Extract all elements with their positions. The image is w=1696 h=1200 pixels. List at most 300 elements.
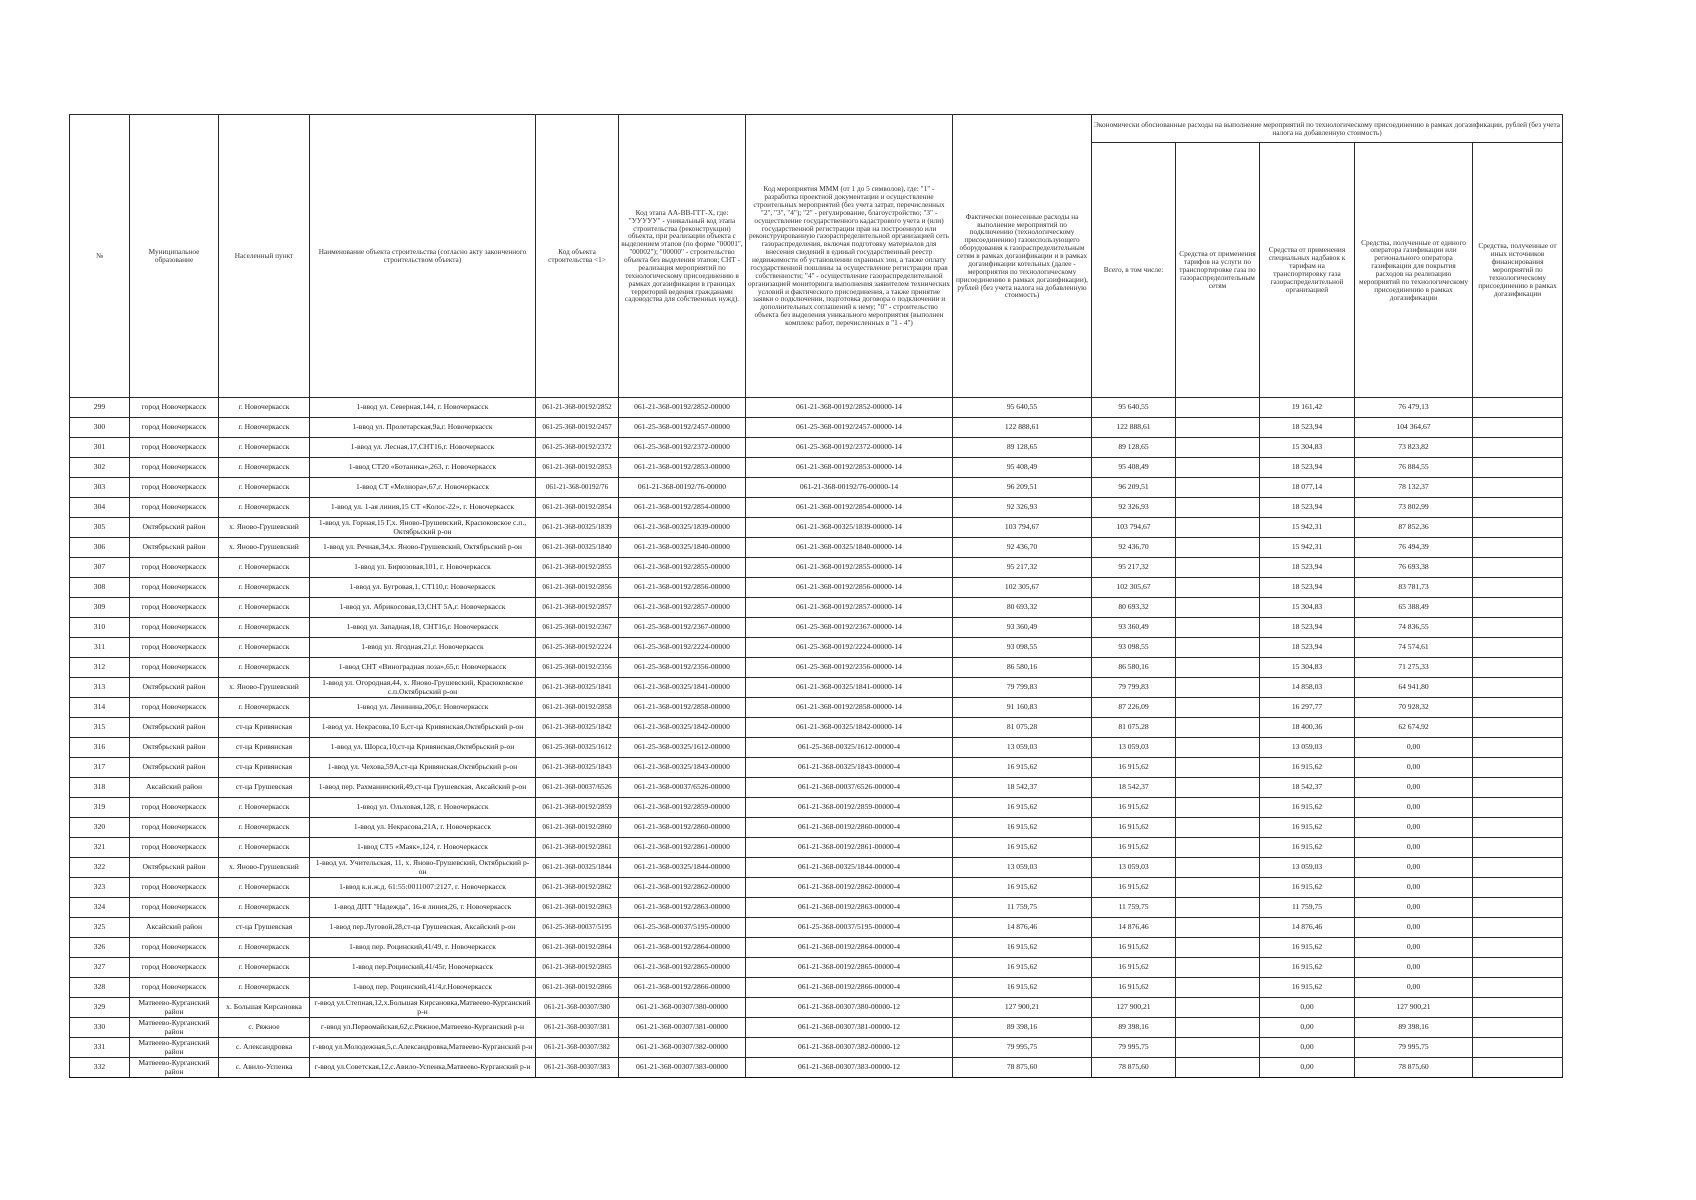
cell-other-sources (1473, 458, 1563, 478)
cell-event-code: 061-21-368-00192/2864-00000-4 (746, 938, 953, 958)
cell-stage-code: 061-25-368-00192/2457-00000 (619, 418, 746, 438)
table-row (70, 438, 1563, 458)
cell-actual-expenses: 95 217,32 (953, 558, 1092, 578)
cell-special-surcharge: 16 915,62 (1260, 938, 1355, 958)
cell-actual-expenses: 16 915,62 (953, 818, 1092, 838)
cell-actual-expenses: 96 209,51 (953, 478, 1092, 498)
cell-municipality: город Новочеркасск (130, 698, 219, 718)
cell-object-code: 061-21-368-00307/380 (536, 998, 619, 1018)
cell-other-sources (1473, 538, 1563, 558)
cell-operator-funds: 0,00 (1355, 798, 1473, 818)
cell-stage-code: 061-21-368-00325/1841-00000 (619, 678, 746, 698)
cell-stage-code: 061-21-368-00307/383-00000 (619, 1058, 746, 1078)
cell-actual-expenses: 18 542,37 (953, 778, 1092, 798)
cell-tariff-transport (1176, 598, 1260, 618)
cell-object-code: 061-21-368-00325/1839 (536, 518, 619, 538)
table-row (70, 878, 1563, 898)
cell-stage-code: 061-25-368-00325/1612-00000 (619, 738, 746, 758)
cell-object-name: 1-ввод ул. Речная,34,х. Яново-Грушевский, Октябрьский р-он (310, 538, 536, 558)
cell-stage-code: 061-21-368-00192/2860-00000 (619, 818, 746, 838)
cell-row-number: 313 (70, 678, 130, 698)
cell-object-name: 1-ввод ул. Бирюзовая,101, г. Новочеркасск (310, 558, 536, 578)
cell-special-surcharge: 18 077,14 (1260, 478, 1355, 498)
cell-operator-funds: 71 275,33 (1355, 658, 1473, 678)
cell-municipality: Октябрьский район (130, 538, 219, 558)
cell-settlement: с. Ряжное (219, 1018, 310, 1038)
cell-special-surcharge: 18 523,94 (1260, 458, 1355, 478)
cell-event-code: 061-25-368-00037/5195-00000-4 (746, 918, 953, 938)
cell-tariff-transport (1176, 678, 1260, 698)
cell-operator-funds: 73 823,82 (1355, 438, 1473, 458)
cell-other-sources (1473, 818, 1563, 838)
cell-settlement: г. Новочеркасск (219, 598, 310, 618)
cell-object-name: 1-ввод пер.Луговой,28,ст-ца Грушевская, Аксайский р-он (310, 918, 536, 938)
cell-settlement: г. Новочеркасск (219, 478, 310, 498)
cell-event-code: 061-25-368-00192/2457-00000-14 (746, 418, 953, 438)
cell-municipality: город Новочеркасск (130, 618, 219, 638)
cell-stage-code: 061-21-368-00192/2859-00000 (619, 798, 746, 818)
cell-row-number: 331 (70, 1038, 130, 1058)
col-header-special-surcharge: Средства от применения специальных надбавок к тарифам на транспортировку газа газораспределительной организацией (1260, 143, 1355, 398)
cell-operator-funds: 78 132,37 (1355, 478, 1473, 498)
table-row (70, 1038, 1563, 1058)
cell-other-sources (1473, 618, 1563, 638)
table-row (70, 718, 1563, 738)
cell-event-code: 061-21-368-00192/2866-00000-4 (746, 978, 953, 998)
cell-special-surcharge: 18 542,37 (1260, 778, 1355, 798)
cell-operator-funds: 0,00 (1355, 838, 1473, 858)
table-row (70, 678, 1563, 698)
cell-event-code: 061-21-368-00325/1843-00000-4 (746, 758, 953, 778)
table-row (70, 658, 1563, 678)
col-header-stage-code: Код этапа АА-ВВ-ГГГ-Х, где: "УУУУУ" - уникальный код этапа строительства (реконструкции) объекта, при реализации объекта с выделением этапов (по форме "00001", "00002"); "00000" - строительство объекта без выделения этапов; СНТ - реализация мероприятий по технологическому присоединению в рамках догазификации в границах территорий ведения гражданами садоводства для собственных нужд). (619, 115, 746, 398)
cell-special-surcharge: 11 759,75 (1260, 898, 1355, 918)
cell-total: 16 915,62 (1092, 818, 1176, 838)
cell-other-sources (1473, 998, 1563, 1018)
cell-event-code: 061-21-368-00325/1840-00000-14 (746, 538, 953, 558)
cell-settlement: с. Александровка (219, 1038, 310, 1058)
cell-municipality: город Новочеркасск (130, 878, 219, 898)
cell-event-code: 061-21-368-00192/76-00000-14 (746, 478, 953, 498)
cell-tariff-transport (1176, 618, 1260, 638)
cell-row-number: 330 (70, 1018, 130, 1038)
cell-municipality: город Новочеркасск (130, 638, 219, 658)
cell-object-name: 1-ввод ул. Лесная,17,СНТ16,г. Новочеркасск (310, 438, 536, 458)
table-row (70, 938, 1563, 958)
cell-row-number: 318 (70, 778, 130, 798)
table-row (70, 918, 1563, 938)
cell-event-code: 061-21-368-00192/2860-00000-4 (746, 818, 953, 838)
cell-operator-funds: 0,00 (1355, 758, 1473, 778)
cell-actual-expenses: 11 759,75 (953, 898, 1092, 918)
cell-row-number: 311 (70, 638, 130, 658)
col-header-no: № (70, 115, 130, 398)
cell-other-sources (1473, 438, 1563, 458)
cell-actual-expenses: 13 059,03 (953, 858, 1092, 878)
cell-tariff-transport (1176, 1038, 1260, 1058)
cell-other-sources (1473, 418, 1563, 438)
cell-operator-funds: 64 941,80 (1355, 678, 1473, 698)
cell-tariff-transport (1176, 438, 1260, 458)
cell-stage-code: 061-21-368-00192/76-00000 (619, 478, 746, 498)
cell-total: 11 759,75 (1092, 898, 1176, 918)
cell-event-code: 061-21-368-00307/382-00000-12 (746, 1038, 953, 1058)
table-row (70, 638, 1563, 658)
cell-settlement: г. Новочеркасск (219, 578, 310, 598)
cell-object-name: 1-ввод СТ5 «Маяк»,124, г. Новочеркасск (310, 838, 536, 858)
cell-tariff-transport (1176, 398, 1260, 418)
cell-object-name: г-ввод ул.Советская,12,с.Авило-Успенка,Матвеево-Курганский р-н (310, 1058, 536, 1078)
cell-stage-code: 061-21-368-00192/2854-00000 (619, 498, 746, 518)
cell-event-code: 061-21-368-00037/6526-00000-4 (746, 778, 953, 798)
table-row (70, 798, 1563, 818)
cell-stage-code: 061-21-368-00192/2857-00000 (619, 598, 746, 618)
cell-total: 16 915,62 (1092, 838, 1176, 858)
cell-total: 14 876,46 (1092, 918, 1176, 938)
cell-total: 16 915,62 (1092, 958, 1176, 978)
cell-other-sources (1473, 638, 1563, 658)
cell-stage-code: 061-21-368-00325/1842-00000 (619, 718, 746, 738)
cell-municipality: Аксайский район (130, 778, 219, 798)
cell-settlement: г. Новочеркасск (219, 978, 310, 998)
cell-row-number: 304 (70, 498, 130, 518)
cell-actual-expenses: 103 794,67 (953, 518, 1092, 538)
cell-operator-funds: 0,00 (1355, 778, 1473, 798)
cell-total: 81 075,28 (1092, 718, 1176, 738)
cell-stage-code: 061-25-368-00192/2224-00000 (619, 638, 746, 658)
cell-row-number: 307 (70, 558, 130, 578)
cell-other-sources (1473, 398, 1563, 418)
cell-settlement: г. Новочеркасск (219, 418, 310, 438)
cell-operator-funds: 78 875,60 (1355, 1058, 1473, 1078)
cell-actual-expenses: 92 326,93 (953, 498, 1092, 518)
cell-operator-funds: 76 693,38 (1355, 558, 1473, 578)
cell-actual-expenses: 80 693,32 (953, 598, 1092, 618)
cell-municipality: Октябрьский район (130, 738, 219, 758)
cell-special-surcharge: 16 915,62 (1260, 958, 1355, 978)
cell-settlement: г. Новочеркасск (219, 638, 310, 658)
cell-operator-funds: 70 928,32 (1355, 698, 1473, 718)
cell-stage-code: 061-21-368-00192/2865-00000 (619, 958, 746, 978)
cell-special-surcharge: 0,00 (1260, 1018, 1355, 1038)
cell-row-number: 321 (70, 838, 130, 858)
cell-operator-funds: 0,00 (1355, 938, 1473, 958)
cell-other-sources (1473, 978, 1563, 998)
cell-municipality: Матвеево-Курганский район (130, 1038, 219, 1058)
cell-other-sources (1473, 578, 1563, 598)
cell-row-number: 310 (70, 618, 130, 638)
table-row (70, 458, 1563, 478)
cell-total: 103 794,67 (1092, 518, 1176, 538)
cell-other-sources (1473, 898, 1563, 918)
table-row (70, 418, 1563, 438)
cell-total: 95 217,32 (1092, 558, 1176, 578)
cell-special-surcharge: 14 858,03 (1260, 678, 1355, 698)
cell-row-number: 317 (70, 758, 130, 778)
cell-actual-expenses: 95 408,49 (953, 458, 1092, 478)
cell-municipality: город Новочеркасск (130, 958, 219, 978)
cell-object-code: 061-21-368-00325/1840 (536, 538, 619, 558)
cell-object-code: 061-21-368-00037/6526 (536, 778, 619, 798)
cell-object-code: 061-21-368-00192/2855 (536, 558, 619, 578)
cell-total: 16 915,62 (1092, 938, 1176, 958)
cell-tariff-transport (1176, 978, 1260, 998)
cell-settlement: ст-ца Кривянская (219, 758, 310, 778)
cell-total: 79 799,83 (1092, 678, 1176, 698)
cell-operator-funds: 74 836,55 (1355, 618, 1473, 638)
cell-municipality: город Новочеркасск (130, 978, 219, 998)
cell-actual-expenses: 127 900,21 (953, 998, 1092, 1018)
cell-tariff-transport (1176, 918, 1260, 938)
cell-total: 78 875,60 (1092, 1058, 1176, 1078)
cell-operator-funds: 0,00 (1355, 738, 1473, 758)
cell-actual-expenses: 14 876,46 (953, 918, 1092, 938)
cell-operator-funds: 0,00 (1355, 858, 1473, 878)
cell-actual-expenses: 92 436,70 (953, 538, 1092, 558)
table-row (70, 758, 1563, 778)
cell-settlement: г. Новочеркасск (219, 878, 310, 898)
cell-object-code: 061-21-368-00307/382 (536, 1038, 619, 1058)
cell-special-surcharge: 16 297,77 (1260, 698, 1355, 718)
cell-actual-expenses: 13 059,03 (953, 738, 1092, 758)
cell-object-code: 061-25-368-00192/2457 (536, 418, 619, 438)
cell-actual-expenses: 89 128,65 (953, 438, 1092, 458)
cell-object-code: 061-21-368-00192/2862 (536, 878, 619, 898)
cell-stage-code: 061-21-368-00192/2853-00000 (619, 458, 746, 478)
cell-tariff-transport (1176, 958, 1260, 978)
cell-stage-code: 061-21-368-00307/380-00000 (619, 998, 746, 1018)
cell-actual-expenses: 122 888,61 (953, 418, 1092, 438)
cell-special-surcharge: 16 915,62 (1260, 878, 1355, 898)
cell-row-number: 309 (70, 598, 130, 618)
cell-object-code: 061-21-368-00192/2858 (536, 698, 619, 718)
cell-object-name: г-ввод ул.Молодежная,5,с.Александровка,Матвеево-Курганский р-н (310, 1038, 536, 1058)
col-header-total: Всего, в том числе: (1092, 143, 1176, 398)
cell-actual-expenses: 16 915,62 (953, 938, 1092, 958)
cell-operator-funds: 74 574,61 (1355, 638, 1473, 658)
table-row (70, 478, 1563, 498)
cell-object-name: 1-ввод СТ20 «Ботаника»,263, г. Новочеркасск (310, 458, 536, 478)
table-row (70, 898, 1563, 918)
col-header-operator-funds: Средства, полученные от единого оператора газификации или регионального оператора газификации для покрытия расходов на реализацию мероприятий по технологическому присоединению в рамках догазификации (1355, 143, 1473, 398)
table-row (70, 578, 1563, 598)
cell-municipality: город Новочеркасск (130, 478, 219, 498)
cell-stage-code: 061-25-368-00037/5195-00000 (619, 918, 746, 938)
cell-object-name: 1-ввод ул. Абрикосовая,13,СНТ 5А,г. Новочеркасск (310, 598, 536, 618)
cell-object-code: 061-21-368-00325/1844 (536, 858, 619, 878)
cell-row-number: 314 (70, 698, 130, 718)
table-row (70, 738, 1563, 758)
cell-object-name: 1-ввод ул. Некрасова,10 Б,ст-ца Кривянская,Октябрьский р-он (310, 718, 536, 738)
cell-object-code: 061-21-368-00192/2860 (536, 818, 619, 838)
cell-object-name: 1-ввод СНТ «Виноградная лоза»,65,г. Новочеркасск (310, 658, 536, 678)
cell-stage-code: 061-21-368-00307/382-00000 (619, 1038, 746, 1058)
cell-event-code: 061-25-368-00192/2356-00000-14 (746, 658, 953, 678)
cell-tariff-transport (1176, 658, 1260, 678)
cell-event-code: 061-21-368-00192/2858-00000-14 (746, 698, 953, 718)
cell-settlement: г. Новочеркасск (219, 838, 310, 858)
cell-event-code: 061-25-368-00192/2224-00000-14 (746, 638, 953, 658)
cell-settlement: х. Яново-Грушевский (219, 858, 310, 878)
cell-tariff-transport (1176, 738, 1260, 758)
cell-operator-funds: 0,00 (1355, 958, 1473, 978)
cell-event-code: 061-21-368-00307/381-00000-12 (746, 1018, 953, 1038)
cell-operator-funds: 0,00 (1355, 818, 1473, 838)
cell-object-code: 061-21-368-00192/2866 (536, 978, 619, 998)
cell-total: 89 398,16 (1092, 1018, 1176, 1038)
cell-other-sources (1473, 558, 1563, 578)
cell-row-number: 306 (70, 538, 130, 558)
table-row (70, 698, 1563, 718)
cell-settlement: ст-ца Грушевская (219, 778, 310, 798)
cell-municipality: Октябрьский район (130, 678, 219, 698)
cell-settlement: г. Новочеркасск (219, 398, 310, 418)
cell-municipality: город Новочеркасск (130, 818, 219, 838)
cell-stage-code: 061-21-368-00192/2866-00000 (619, 978, 746, 998)
cell-object-name: 1-ввод ул. Ягодная,21,г. Новочеркасск (310, 638, 536, 658)
cell-event-code: 061-21-368-00325/1844-00000-4 (746, 858, 953, 878)
cell-actual-expenses: 86 580,16 (953, 658, 1092, 678)
cell-total: 16 915,62 (1092, 798, 1176, 818)
cell-actual-expenses: 16 915,62 (953, 838, 1092, 858)
table-row (70, 518, 1563, 538)
cell-total: 92 436,70 (1092, 538, 1176, 558)
cell-object-name: 1-ввод ул. Огородная,44, х. Яново-Грушевский, Красюковское с.п.Октябрьский р-он (310, 678, 536, 698)
cell-tariff-transport (1176, 898, 1260, 918)
cell-settlement: х. Большая Кирсановка (219, 998, 310, 1018)
col-header-group-justified-expenses: Экономически обоснованные расходы на выполнение мероприятий по технологическому присоединению в рамках догазификации, рублей (без учета налога на добавленную стоимость) (1092, 115, 1563, 143)
cell-row-number: 299 (70, 398, 130, 418)
cell-object-code: 061-25-368-00192/2372 (536, 438, 619, 458)
table-row (70, 978, 1563, 998)
cell-object-code: 061-21-368-00325/1843 (536, 758, 619, 778)
cell-object-code: 061-21-368-00192/2852 (536, 398, 619, 418)
cell-object-name: г-ввод ул.Степная,12,х.Большая Кирсановка,Матвеево-Курганский р-н (310, 998, 536, 1018)
cell-special-surcharge: 16 915,62 (1260, 818, 1355, 838)
cell-object-code: 061-21-368-00192/2864 (536, 938, 619, 958)
cell-settlement: х. Яново-Грушевский (219, 518, 310, 538)
cell-object-name: 1-ввод ул. Шорса,10,ст-ца Кривянская,Октябрьский р-он (310, 738, 536, 758)
cell-row-number: 327 (70, 958, 130, 978)
cell-tariff-transport (1176, 718, 1260, 738)
cell-municipality: город Новочеркасск (130, 898, 219, 918)
cell-actual-expenses: 79 995,75 (953, 1038, 1092, 1058)
cell-operator-funds: 76 884,55 (1355, 458, 1473, 478)
cell-tariff-transport (1176, 578, 1260, 598)
cell-tariff-transport (1176, 938, 1260, 958)
cell-row-number: 319 (70, 798, 130, 818)
table-body (70, 398, 1563, 1078)
cell-object-name: 1-ввод ул. Чехова,59А,ст-ца Кривянская,Октябрьский р-он (310, 758, 536, 778)
cell-object-code: 061-21-368-00192/2863 (536, 898, 619, 918)
cell-actual-expenses: 16 915,62 (953, 878, 1092, 898)
cell-special-surcharge: 18 400,36 (1260, 718, 1355, 738)
cell-special-surcharge: 15 304,83 (1260, 598, 1355, 618)
cell-row-number: 325 (70, 918, 130, 938)
cell-object-code: 061-21-368-00192/76 (536, 478, 619, 498)
cell-object-name: 1-ввод ул. Пролетарская,9а,г. Новочеркасск (310, 418, 536, 438)
cell-other-sources (1473, 498, 1563, 518)
cell-other-sources (1473, 518, 1563, 538)
cell-total: 16 915,62 (1092, 978, 1176, 998)
cell-stage-code: 061-21-368-00192/2861-00000 (619, 838, 746, 858)
cell-special-surcharge: 13 059,03 (1260, 738, 1355, 758)
cell-settlement: г. Новочеркасск (219, 438, 310, 458)
cell-settlement: г. Новочеркасск (219, 798, 310, 818)
cell-event-code: 061-21-368-00192/2863-00000-4 (746, 898, 953, 918)
cell-row-number: 302 (70, 458, 130, 478)
cell-object-code: 061-21-368-00192/2856 (536, 578, 619, 598)
cell-object-code: 061-21-368-00192/2853 (536, 458, 619, 478)
cell-municipality: Матвеево-Курганский район (130, 1018, 219, 1038)
cell-total: 89 128,65 (1092, 438, 1176, 458)
cell-event-code: 061-21-368-00325/1839-00000-14 (746, 518, 953, 538)
cell-actual-expenses: 16 915,62 (953, 978, 1092, 998)
table-row (70, 818, 1563, 838)
cell-row-number: 315 (70, 718, 130, 738)
cell-tariff-transport (1176, 818, 1260, 838)
cell-total: 92 326,93 (1092, 498, 1176, 518)
cell-other-sources (1473, 1018, 1563, 1038)
cell-total: 87 226,09 (1092, 698, 1176, 718)
cell-other-sources (1473, 1038, 1563, 1058)
cell-stage-code: 061-21-368-00325/1840-00000 (619, 538, 746, 558)
cell-municipality: Аксайский район (130, 918, 219, 938)
cell-stage-code: 061-21-368-00192/2856-00000 (619, 578, 746, 598)
table-row (70, 1018, 1563, 1038)
cell-special-surcharge: 18 523,94 (1260, 578, 1355, 598)
cell-municipality: город Новочеркасск (130, 418, 219, 438)
cell-event-code: 061-21-368-00192/2857-00000-14 (746, 598, 953, 618)
cell-operator-funds: 0,00 (1355, 898, 1473, 918)
cell-object-name: 1-ввод ул. Северная,144, г. Новочеркасск (310, 398, 536, 418)
cell-stage-code: 061-25-368-00192/2367-00000 (619, 618, 746, 638)
cell-stage-code: 061-21-368-00325/1839-00000 (619, 518, 746, 538)
cell-municipality: Октябрьский район (130, 718, 219, 738)
cell-other-sources (1473, 858, 1563, 878)
col-header-other-sources: Средства, полученные от иных источников финансирования мероприятий по технологическому присоединению в рамках догазификации (1473, 143, 1563, 398)
cell-actual-expenses: 78 875,60 (953, 1058, 1092, 1078)
cell-other-sources (1473, 658, 1563, 678)
cell-total: 122 888,61 (1092, 418, 1176, 438)
cell-other-sources (1473, 778, 1563, 798)
cell-operator-funds: 0,00 (1355, 878, 1473, 898)
cell-row-number: 316 (70, 738, 130, 758)
cell-actual-expenses: 81 075,28 (953, 718, 1092, 738)
cell-row-number: 332 (70, 1058, 130, 1078)
col-header-object-code: Код объекта строительства <1> (536, 115, 619, 398)
cell-other-sources (1473, 918, 1563, 938)
cell-tariff-transport (1176, 758, 1260, 778)
col-header-actual-expenses: Фактически понесенные расходы на выполнение мероприятий по подключению (технологическому присоединению) газоиспользующего оборудования к газораспределительным сетям в рамках догазификации и в рамках догазификации котельных (далее - мероприятия по технологическому присоединению в рамках догазификации), рублей (без учета налога на добавленную стоимость) (953, 115, 1092, 398)
cell-operator-funds: 127 900,21 (1355, 998, 1473, 1018)
cell-tariff-transport (1176, 638, 1260, 658)
cell-event-code: 061-21-368-00192/2856-00000-14 (746, 578, 953, 598)
cell-total: 13 059,03 (1092, 738, 1176, 758)
cell-object-name: 1-ввод ул. Некрасова,21А, г. Новочеркасск (310, 818, 536, 838)
cell-municipality: Октябрьский район (130, 518, 219, 538)
cell-row-number: 324 (70, 898, 130, 918)
cell-total: 95 640,55 (1092, 398, 1176, 418)
cell-other-sources (1473, 938, 1563, 958)
cell-actual-expenses: 93 360,49 (953, 618, 1092, 638)
cell-special-surcharge: 18 523,94 (1260, 498, 1355, 518)
table-row (70, 498, 1563, 518)
cell-row-number: 303 (70, 478, 130, 498)
cell-other-sources (1473, 698, 1563, 718)
cell-municipality: город Новочеркасск (130, 598, 219, 618)
table-row (70, 958, 1563, 978)
